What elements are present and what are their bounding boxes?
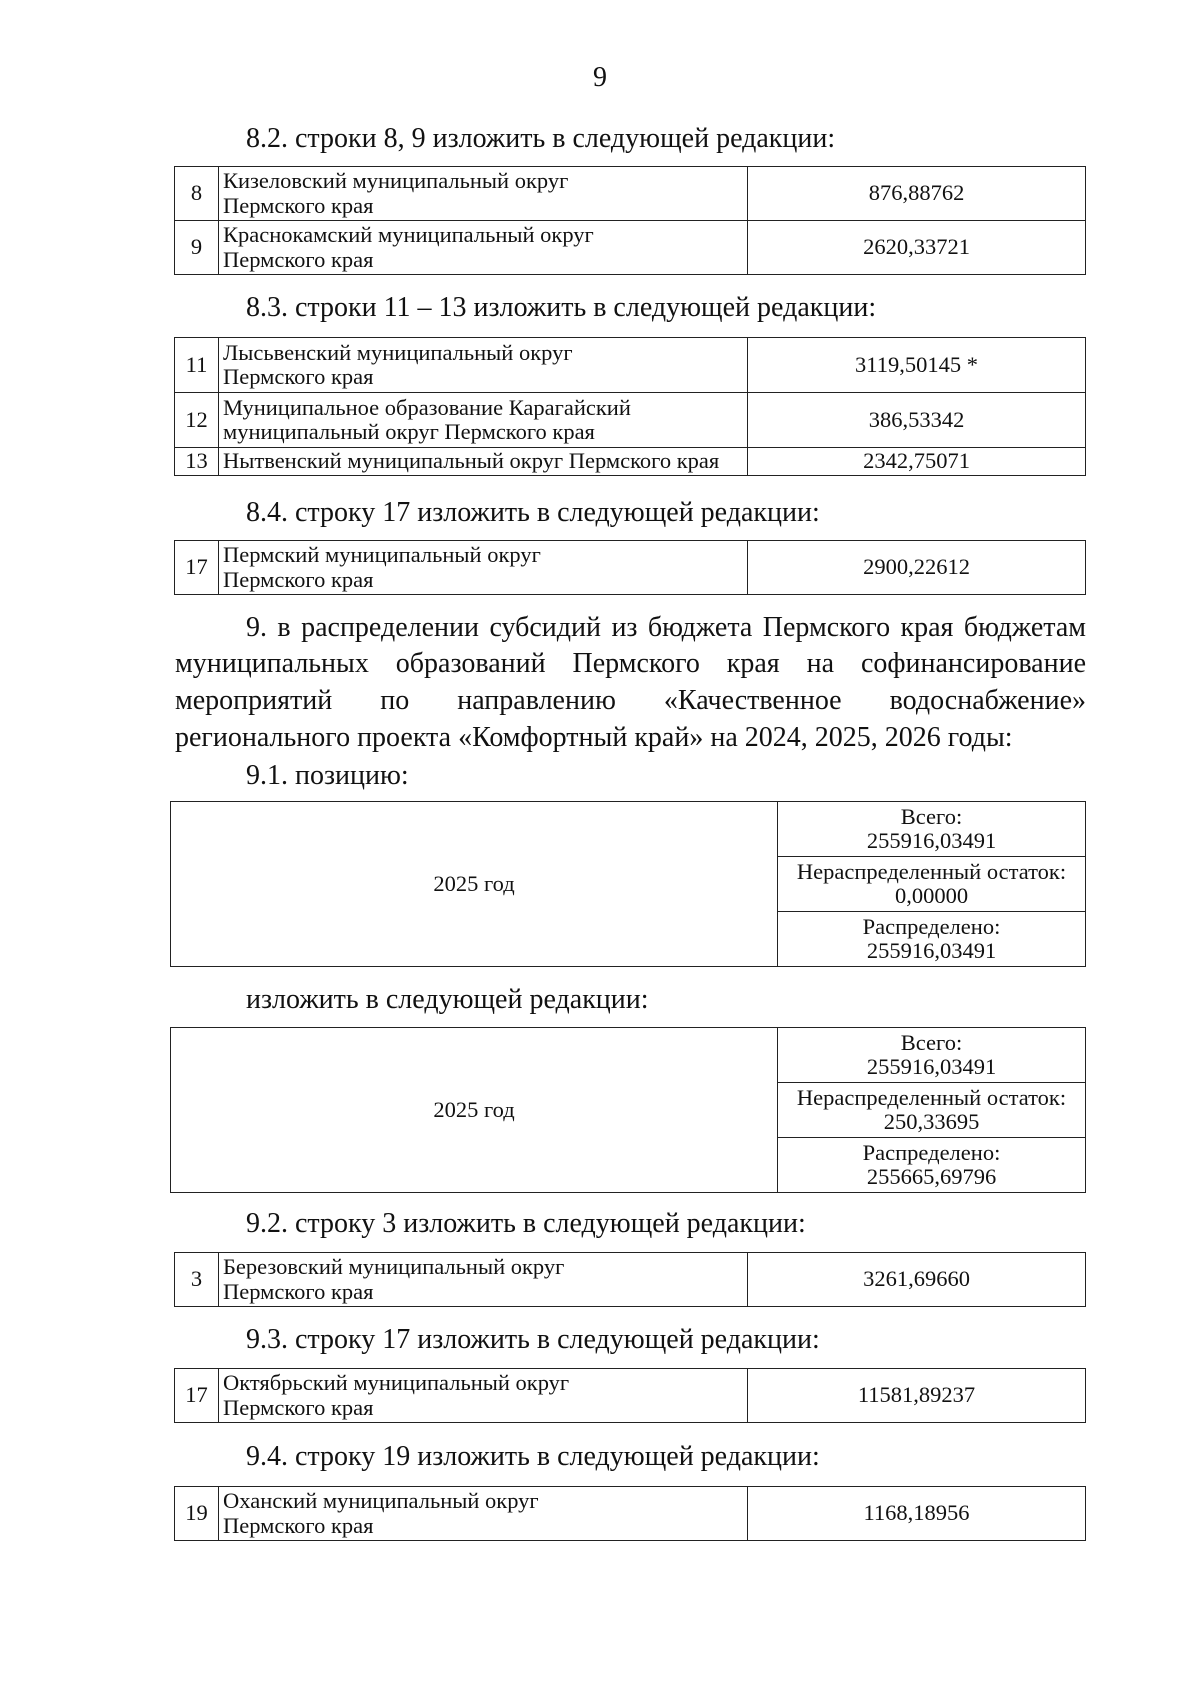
- municipality-name: Оханский муниципальный округ Пермского края: [219, 1487, 748, 1541]
- table-8-4: [174, 540, 1086, 595]
- municipality-name: Лысьвенский муниципальный округ Пермского края: [219, 338, 748, 393]
- row-number: 9: [175, 221, 219, 275]
- municipality-name: Кизеловский муниципальный округ Пермского края: [219, 167, 748, 221]
- row-number: 12: [175, 393, 219, 448]
- section-9-3-heading: 9.3. строку 17 изложить в следующей редакции:: [246, 1324, 820, 1355]
- table-row: [171, 802, 1086, 857]
- table-row: [175, 541, 1086, 595]
- table-9-2: [174, 1252, 1086, 1307]
- row-number: 3: [175, 1253, 219, 1307]
- table-row: [175, 167, 1086, 221]
- table-row: [175, 338, 1086, 393]
- table-row: [175, 221, 1086, 275]
- table-row: [175, 1487, 1086, 1541]
- section-9-2-heading: 9.2. строку 3 изложить в следующей редакции:: [246, 1208, 806, 1239]
- municipality-name: Октябрьский муниципальный округ Пермского края: [219, 1369, 748, 1423]
- table-row: [175, 393, 1086, 448]
- row-number: 17: [175, 1369, 219, 1423]
- municipality-name: Пермский муниципальный округ Пермского края: [219, 541, 748, 595]
- remainder-cell: Нераспределенный остаток: 250,33695: [778, 1083, 1086, 1138]
- row-number: 17: [175, 541, 219, 595]
- subsidy-value: 386,53342: [748, 393, 1086, 448]
- total-cell: Всего: 255916,03491: [778, 1028, 1086, 1083]
- row-number: 11: [175, 338, 219, 393]
- subsidy-value: 876,88762: [748, 167, 1086, 221]
- subsidy-value: 2900,22612: [748, 541, 1086, 595]
- table-row: [175, 1253, 1086, 1307]
- row-number: 13: [175, 448, 219, 476]
- table-row: [175, 1369, 1086, 1423]
- section-9-4-heading: 9.4. строку 19 изложить в следующей редакции:: [246, 1441, 820, 1472]
- table-9-1-new: [170, 1027, 1086, 1193]
- municipality-name: Березовский муниципальный округ Пермского края: [219, 1253, 748, 1307]
- section-9-1-new-heading: изложить в следующей редакции:: [246, 984, 649, 1015]
- table-row: [175, 448, 1086, 476]
- table-8-2: [174, 166, 1086, 275]
- subsidy-value: 2620,33721: [748, 221, 1086, 275]
- section-9-line-1: 9. в распределении субсидий из бюджета Пермского края бюджетам: [246, 612, 1086, 643]
- table-9-3: [174, 1368, 1086, 1423]
- table-9-4: [174, 1486, 1086, 1541]
- municipality-name: Нытвенский муниципальный округ Пермского края: [219, 448, 748, 476]
- distributed-cell: Распределено: 255916,03491: [778, 912, 1086, 967]
- section-8-2-heading: 8.2. строки 8, 9 изложить в следующей редакции:: [246, 123, 836, 154]
- distributed-cell: Распределено: 255665,69796: [778, 1138, 1086, 1193]
- section-9-line-4: регионального проекта «Комфортный край» на 2024, 2025, 2026 годы:: [175, 722, 1013, 753]
- section-8-4-heading: 8.4. строку 17 изложить в следующей редакции:: [246, 497, 820, 528]
- table-8-3: [174, 337, 1086, 476]
- section-8-3-heading: 8.3. строки 11 – 13 изложить в следующей редакции:: [246, 292, 877, 323]
- year-cell: 2025 год: [171, 1028, 778, 1193]
- total-cell: Всего: 255916,03491: [778, 802, 1086, 857]
- municipality-name: Краснокамский муниципальный округ Пермского края: [219, 221, 748, 275]
- subsidy-value: 3119,50145 *: [748, 338, 1086, 393]
- subsidy-value: 1168,18956: [748, 1487, 1086, 1541]
- section-9-1-heading: 9.1. позицию:: [246, 760, 409, 791]
- year-cell: 2025 год: [171, 802, 778, 967]
- table-9-1-old: [170, 801, 1086, 967]
- section-9-line-3: мероприятий по направлению «Качественное водоснабжение»: [175, 685, 1086, 716]
- municipality-name: Муниципальное образование Карагайский муниципальный округ Пермского края: [219, 393, 748, 448]
- subsidy-value: 2342,75071: [748, 448, 1086, 476]
- section-9-line-2: муниципальных образований Пермского края на софинансирование: [175, 648, 1086, 679]
- subsidy-value: 3261,69660: [748, 1253, 1086, 1307]
- row-number: 19: [175, 1487, 219, 1541]
- subsidy-value: 11581,89237: [748, 1369, 1086, 1423]
- table-row: [171, 1028, 1086, 1083]
- page-number: 9: [593, 62, 607, 93]
- remainder-cell: Нераспределенный остаток: 0,00000: [778, 857, 1086, 912]
- row-number: 8: [175, 167, 219, 221]
